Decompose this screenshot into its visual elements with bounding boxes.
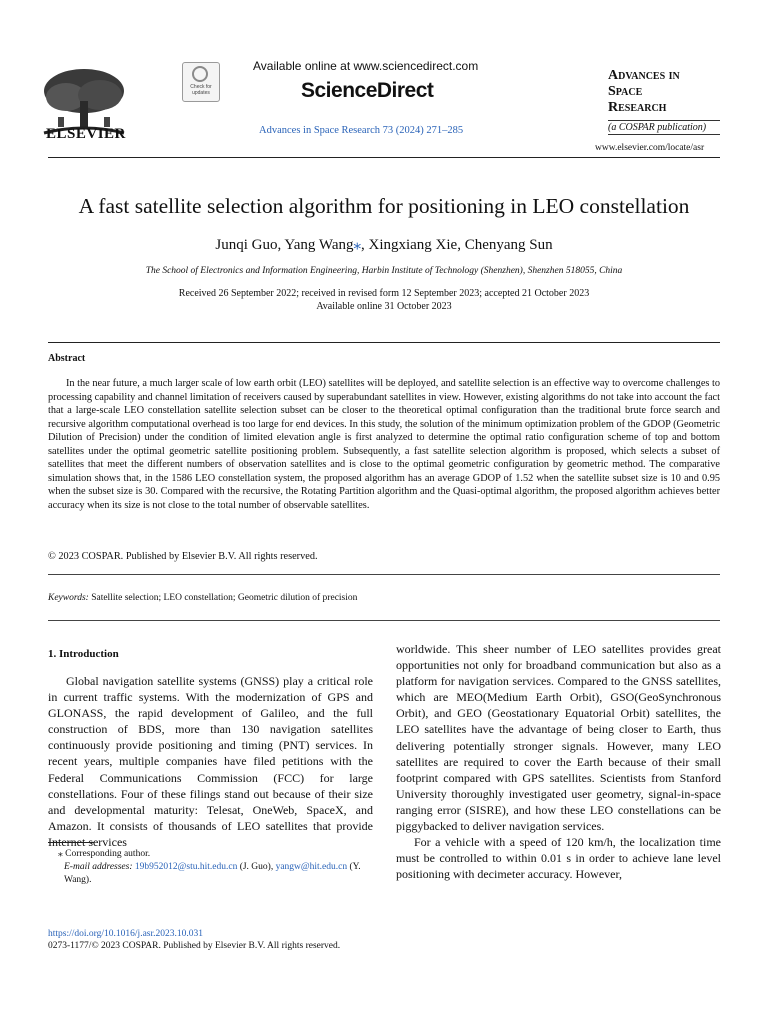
journal-title-line2: Space bbox=[608, 84, 643, 99]
email-label: E-mail addresses: bbox=[64, 862, 133, 872]
section-heading-introduction: 1. Introduction bbox=[48, 648, 119, 660]
abstract-heading: Abstract bbox=[48, 353, 86, 364]
check-for-updates-icon[interactable] bbox=[182, 62, 220, 102]
email-link-guo[interactable]: 19b952012@stu.hit.edu.cn bbox=[134, 862, 238, 872]
corresponding-author-mark[interactable]: ⁎ bbox=[353, 237, 361, 253]
journal-title bbox=[608, 68, 680, 116]
keywords-values: Satellite selection; LEO constellation; Geometric dilution of precision bbox=[91, 593, 358, 603]
received-dates: Received 26 September 2022; received in revised form 12 September 2023; accepted 21 October 2023 bbox=[178, 288, 590, 299]
available-online-text: Available online at www.sciencedirect.com bbox=[253, 59, 479, 73]
journal-title-line1: Advances in bbox=[608, 68, 680, 83]
footnote bbox=[48, 848, 373, 887]
keywords bbox=[48, 593, 357, 603]
email-link-wang[interactable]: yangw@hit.edu.cn bbox=[275, 862, 348, 872]
abstract-paragraph: In the near future, a much larger scale of low earth orbit (LEO) satellites will be deployed, and satellite selection is an effective way to overcome challenges to processing capability and channel limitation of receivers caused by superabundant satellites in view. However, existing algorithms do not take into account the fact that a large-scale LEO constellation satellite selection subset can be closer to the theoretical optimal configuration than the traditional brute force search and recursive algorithm computational overhead is too large for end devices. In this study, the solution of the minimum optimization problem of the GDOP (Geometric Dilution of Precision) under the condition of limited elevation angle is first analyzed to determine the optimal ratio configuration scheme of top and bottom satellites under the optimal geometric satellite positioning problem. Subsequently, a fast satellite selection algorithm is proposed, which selects a subset of satellites that meet the different numbers of observation satellites and is close to the optimal geometric configuration by geometric method. The comparative simulation shows that, in the 1586 LEO constellation system, the proposed algorithm has an average GDOP of 1.52 when the satellite subset size is 10 and 0.95 when the subset size is 30. Compared with the recursive, the Rotating Partition algorithm and the Quasi-optimal algorithm, the proposed algorithm achieves better accuracy when its size is not close to the total number of observable satellites. bbox=[48, 378, 720, 511]
keywords-label: Keywords: bbox=[48, 593, 89, 603]
email-name-guo: (J. Guo), bbox=[237, 862, 276, 872]
publisher-name: ELSEVIER bbox=[46, 126, 126, 142]
issn-copyright: 0273-1177/© 2023 COSPAR. Published by Elsevier B.V. All rights reserved. bbox=[48, 941, 341, 951]
intro-paragraph-continued: worldwide. This sheer number of LEO satellites provides great opportunities not only for broadband communication but also as a platform for navigation services. Compared to the GNSS satellites, which are MEO(Medium Earth Orbit), GSO(GeoSynchronous Orbit), and GEO (Geostationary Equatorial Orbit) satellites, the LEO satellites have the advantage of being closer to Earth, thus delivering potentially stronger signals. However, many LEO satellites are required to cover the Earth because of their small footprint compared with GPS satellites. Scientists from Stanford University thoroughly investigated user geometry, signal-in-space ranging error (SISRE), and how these LEO constellations can be piggybacked to deliver navigation services. bbox=[396, 642, 721, 834]
keywords-divider-top bbox=[48, 574, 720, 575]
author-list bbox=[0, 235, 768, 254]
affiliation: The School of Electronics and Information Engineering, Harbin Institute of Technology (Shenzhen), Shenzhen 518055, China bbox=[145, 266, 623, 276]
intro-paragraph-2: For a vehicle with a speed of 120 km/h, the localization time must be controlled to within 0.01 s in order to achieve lane level positioning with decimeter accuracy. However, bbox=[396, 835, 721, 882]
journal-reference-link[interactable]: Advances in Space Research 73 (2024) 271–285 bbox=[259, 125, 464, 136]
journal-subtitle: (a COSPAR publication) bbox=[608, 120, 720, 135]
abstract-copyright: © 2023 COSPAR. Published by Elsevier B.V. All rights reserved. bbox=[48, 551, 318, 562]
abstract-body bbox=[48, 377, 720, 512]
left-column bbox=[48, 673, 373, 850]
authors-rest: , Xingxiang Xie, Chenyang Sun bbox=[360, 237, 553, 253]
doi-link[interactable]: https://doi.org/10.1016/j.asr.2023.10.031 bbox=[48, 929, 203, 939]
intro-paragraph-1: Global navigation satellite systems (GNSS) play a critical role in current traffic systems. With the modernization of GPS and GLONASS, the rapid development of Galileo, and the full construction of BDS, more than 130 navigation satellites continuously provide positioning and timing (PNT) services. In recent years, multiple companies have filed petitions with the Federal Communications Commission (FCC) for large constellations. Four of these filings stand out because of their size and developmental maturity: Telesat, OneWeb, SpaceX, and Amazon. It consists of thousands of LEO satellites that provide Internet services bbox=[48, 674, 373, 849]
authors-first: Junqi Guo, Yang Wang bbox=[215, 237, 354, 253]
check-for-updates-label: Check for updates bbox=[190, 84, 212, 96]
header-divider bbox=[48, 157, 720, 158]
keywords-divider-bottom bbox=[48, 620, 720, 621]
right-column bbox=[396, 641, 721, 882]
paper-title: A fast satellite selection algorithm for positioning in LEO constellation bbox=[78, 194, 690, 218]
corresponding-author-note: ⁎ Corresponding author. bbox=[58, 849, 151, 859]
available-online-date: Available online 31 October 2023 bbox=[316, 301, 452, 312]
journal-url[interactable]: www.elsevier.com/locate/asr bbox=[595, 143, 705, 153]
abstract-divider bbox=[48, 342, 720, 343]
email-name-wang: (Y. Wang). bbox=[64, 862, 361, 885]
footnote-divider bbox=[48, 842, 94, 843]
sciencedirect-logo: ScienceDirect bbox=[301, 79, 434, 102]
journal-title-line3: Research bbox=[608, 100, 667, 115]
